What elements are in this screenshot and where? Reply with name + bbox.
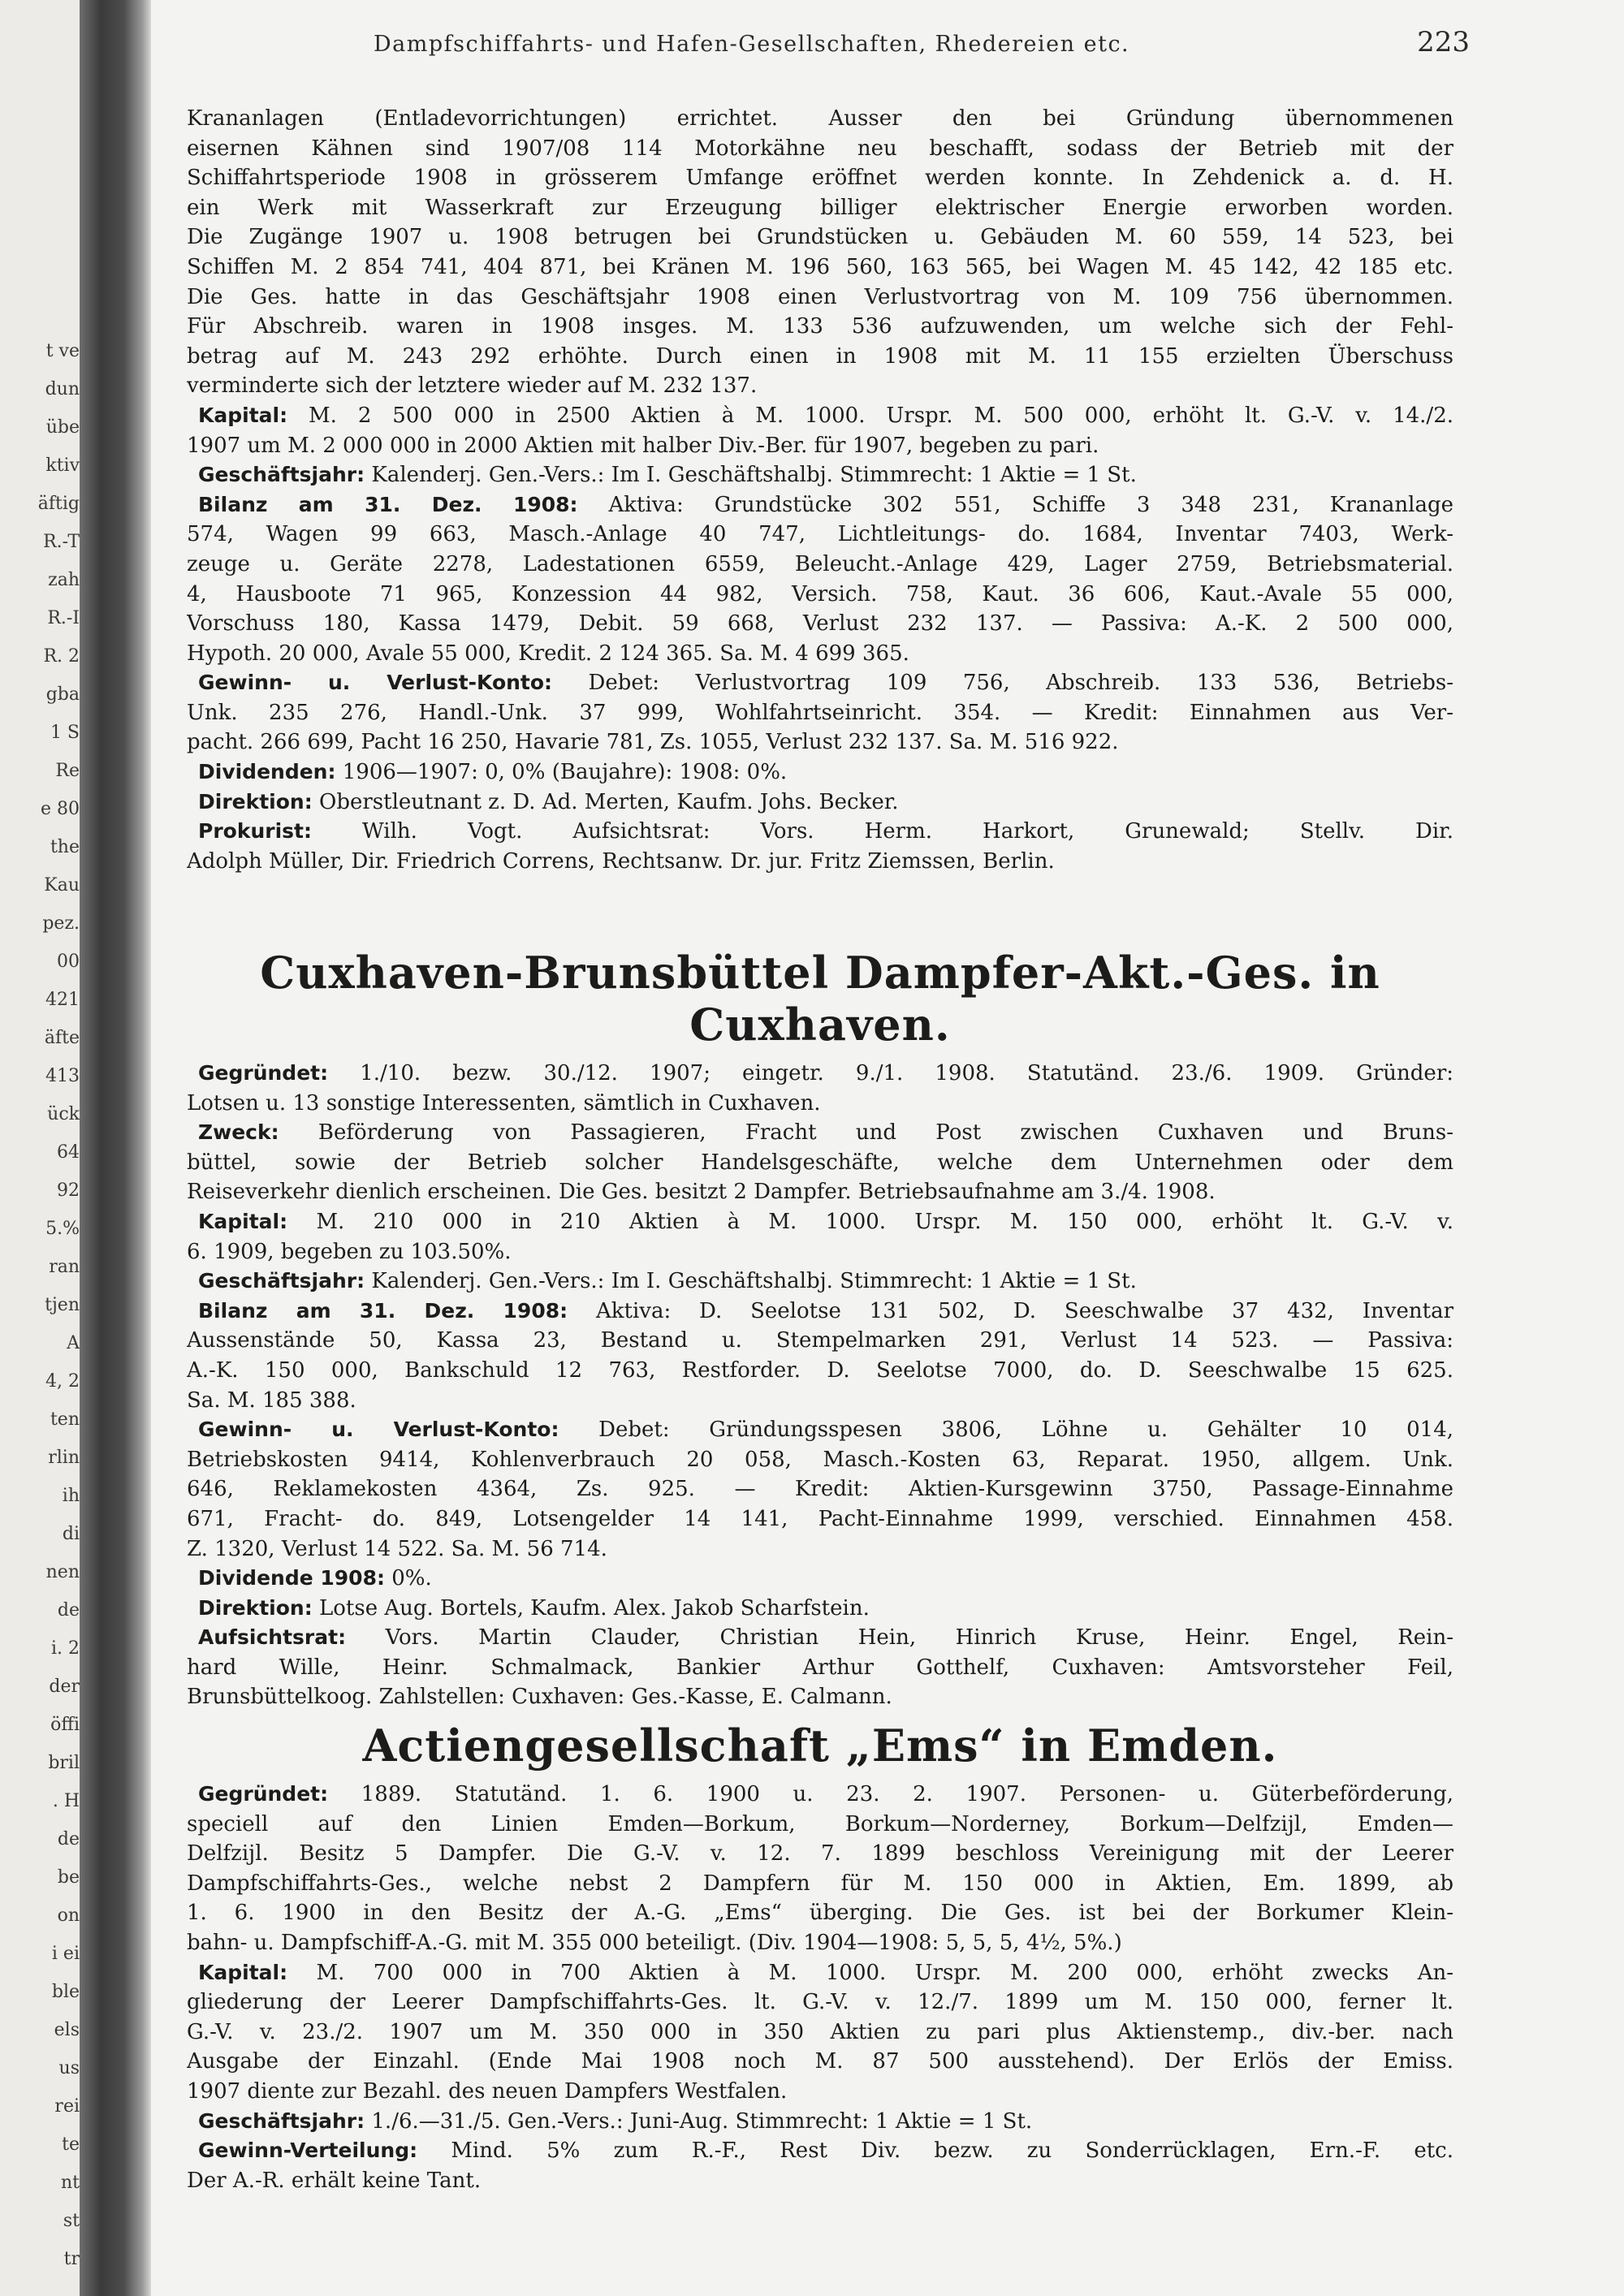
entry-text: Betriebskosten 9414, Kohlenverbrauch 20 058, Masch.-Kosten 63, Reparat. 1950, allgem. Unk. (187, 1447, 1453, 1472)
page-number: 223 (1417, 26, 1470, 58)
entry-line (187, 1898, 1453, 1928)
entry-text: Schiffen M. 2 854 741, 404 871, bei Kränen M. 196 560, 163 565, bei Wagen M. 45 142, 42 185 etc. (187, 254, 1453, 279)
entry-text: Der A.-R. erhält keine Tant. (187, 2168, 482, 2193)
entry-text: gliederung der Leerer Dampfschiffahrts-Ges. lt. G.-V. v. 12./7. 1899 um M. 150 000, ferner lt. (187, 1990, 1453, 2015)
entry-text: Hypoth. 20 000, Avale 55 000, Kredit. 2 124 365. Sa. M. 4 699 365. (187, 641, 909, 666)
entry-text: 646, Reklamekosten 4364, Zs. 925. — Kredit: Aktien-Kursgewinn 3750, Passage-Einnahme (187, 1477, 1453, 1502)
entry-line (187, 788, 1453, 818)
left-page-fragment-text: 00 (57, 952, 80, 972)
entry-text: Brunsbüttelkoog. Zahlstellen: Cuxhaven: Ges.-Kasse, E. Calmann. (187, 1685, 892, 1710)
entry-text: M. 210 000 in 210 Aktien à M. 1000. Urspr. M. 150 000, erhöht lt. G.-V. v. (316, 1209, 1453, 1234)
entry-line (187, 1653, 1453, 1683)
entry-line (187, 1177, 1453, 1207)
left-page-fragment-text: us (58, 2058, 80, 2078)
left-page-fragment-text: öffi (50, 1715, 80, 1735)
left-page-fragment-text: els (54, 2020, 80, 2040)
entry-line (187, 727, 1453, 757)
left-page-fragment-text: t ve (45, 341, 80, 361)
entry-text: pacht. 266 699, Pacht 16 250, Havarie 781, Zs. 1055, Verlust 232 137. Sa. M. 516 922. (187, 730, 1119, 755)
left-page-fragment-text: ran (49, 1257, 80, 1277)
entry-text: Sa. M. 185 388. (187, 1388, 356, 1413)
entry-text: 6. 1909, begeben zu 103.50%. (187, 1239, 512, 1264)
left-page-fragment-text: ück (47, 1104, 80, 1124)
entry-line (187, 1594, 1453, 1624)
entry-text: 1889. Statutänd. 1. 6. 1900 u. 23. 2. 1907. Personen- u. Güterbeförderung, (361, 1782, 1453, 1806)
entry-label: Gegründet: (198, 1061, 329, 1085)
left-page-fragment-text: te (62, 2134, 80, 2155)
left-page-fragment-text: R.-T (43, 532, 80, 552)
entry-line (187, 371, 1453, 401)
left-page-fragment-text: 64 (57, 1142, 80, 1163)
entry-text: verminderte sich der letztere wieder auf M. 232 137. (187, 373, 758, 399)
left-page-fragment-text: ih (62, 1486, 80, 1506)
entry-text: Aussenstände 50, Kassa 23, Bestand u. Stempelmarken 291, Verlust 14 523. — Passiva: (187, 1328, 1453, 1353)
entry-line (187, 1839, 1453, 1869)
entry-label: Gewinn- u. Verlust-Konto: (198, 671, 553, 695)
entry-text: Ausgabe der Einzahl. (Ende Mai 1908 noch M. 87 500 ausstehend). Der Erlös der Emiss. (187, 2049, 1453, 2074)
entry-label: Dividende 1908: (198, 1566, 385, 1590)
entry-line (187, 698, 1453, 728)
header-title: Dampfschiffahrts- und Hafen-Gesellschaften, Rhedereien etc. (374, 32, 1130, 57)
entry-label: Geschäftsjahr: (198, 1269, 365, 1293)
entry-text: Kalenderj. Gen.-Vers.: Im I. Geschäftshalbj. Stimmrecht: 1 Aktie = 1 St. (371, 463, 1137, 488)
left-page-fragment-text: der (49, 1677, 80, 1697)
entry-line (187, 1415, 1453, 1445)
entry-label: Bilanz am 31. Dez. 1908: (198, 492, 578, 516)
left-page-fragment-text: be (57, 1867, 80, 1888)
left-page-fragment-text: the (50, 837, 80, 857)
entry-line (187, 134, 1453, 164)
entry-text: Delfzijl. Besitz 5 Dampfer. Die G.-V. v. 12. 7. 1899 beschloss Vereinigung mit der Leerer (187, 1841, 1453, 1867)
entry-text: Oberstleutnant z. D. Ad. Merten, Kaufm. Johs. Becker. (319, 789, 899, 814)
left-page-fragment-text: ktiv (45, 455, 80, 476)
entry-text: Lotse Aug. Bortels, Kaufm. Alex. Jakob Scharfstein. (319, 1595, 870, 1621)
left-page-fragment-text: tr (63, 2249, 80, 2269)
entry-line (187, 520, 1453, 550)
left-page-fragment-text: Re (55, 761, 80, 781)
left-page-fragment-text: äfte (44, 1028, 80, 1048)
entry-label: Kapital: (198, 1960, 288, 1984)
entry-text: Dampfschiffahrts-Ges., welche nebst 2 Dampfern für M. 150 000 in Aktien, Em. 1899, ab (187, 1871, 1453, 1896)
entry-text: 1906—1907: 0, 0% (Baujahre): 1908: 0%. (342, 760, 788, 785)
entry-line (187, 1148, 1453, 1178)
entry-line (187, 342, 1453, 372)
left-page-fragment-text: dun (45, 379, 80, 399)
left-page-fragment-text: 5.% (45, 1219, 80, 1239)
left-page-fragment-text: rlin (48, 1448, 80, 1468)
entry-line (187, 490, 1453, 520)
left-page-fragment-text: R.-I (47, 608, 80, 628)
entry-line (187, 847, 1453, 877)
entry-line (187, 460, 1453, 490)
left-page-fragment-text: de (57, 1829, 80, 1849)
entry-line (187, 1623, 1453, 1653)
left-page-fragment-text: ten (50, 1409, 80, 1430)
entry-text: Für Abschreib. waren in 1908 insges. M. 133 536 aufzuwenden, um welche sich der Fehl- (187, 314, 1453, 339)
left-page-fragment-text: nt (60, 2173, 80, 2193)
entry-text: 4, Hausboote 71 965, Konzession 44 982, Versich. 758, Kaut. 36 606, Kaut.-Avale 55 000, (187, 581, 1453, 606)
left-page-fragment-text: rei (54, 2096, 80, 2117)
entry-text: 1./10. bezw. 30./12. 1907; eingetr. 9./1. 1908. Statutänd. 23./6. 1909. Gründer: (360, 1061, 1453, 1085)
left-page-fragment-text: 421 (45, 990, 80, 1010)
entry-label: Kapital: (198, 403, 288, 427)
entry-line (187, 1504, 1453, 1534)
entry-line (187, 2136, 1453, 2166)
entry-text: Aktiva: Grundstücke 302 551, Schiffe 3 348 231, Krananlage (608, 492, 1453, 517)
entry-label: Geschäftsjahr: (198, 2108, 365, 2133)
entry-line (187, 2166, 1453, 2196)
entry-text: Unk. 235 276, Handl.-Unk. 37 999, Wohlfahrtseinricht. 354. — Kredit: Einnahmen aus Ver- (187, 700, 1453, 725)
entry-text: Debet: Verlustvortrag 109 756, Abschreib. 133 536, Betriebs- (588, 671, 1453, 696)
left-page-fragment-text: ble (51, 1982, 80, 2002)
entry-text: 1./6.—31./5. Gen.-Vers.: Juni-Aug. Stimmrecht: 1 Aktie = 1 St. (371, 2108, 1033, 2134)
entry-text: betrag auf M. 243 292 erhöhte. Durch einen in 1908 mit M. 11 155 erzielten Überschuss (187, 343, 1453, 369)
entry-label: Direktion: (198, 789, 313, 814)
entry-text: 671, Fracht- do. 849, Lotsengelder 14 141, Pacht-Einnahme 1999, verschied. Einnahmen 458. (187, 1506, 1453, 1531)
entry-line (187, 283, 1453, 313)
left-page-fragment-text: nen (45, 1562, 80, 1582)
entry-text: Krananlagen (Entladevorrichtungen) errichtet. Ausser den bei Gründung übernommenen (187, 106, 1453, 131)
entry-line (187, 1780, 1453, 1810)
entry-label: Gegründet: (198, 1782, 329, 1806)
entry-line (187, 2047, 1453, 2077)
entry-line (187, 1118, 1453, 1148)
entry-line (187, 1869, 1453, 1899)
entry-text: Aktiva: D. Seelotse 131 502, D. Seeschwalbe 37 432, Inventar (595, 1298, 1453, 1323)
left-page-fragment-text: i. 2 (50, 1638, 80, 1659)
section-ag-ems (187, 1720, 1453, 2195)
left-page-fragment-text: übe (45, 417, 80, 438)
entry-line (187, 1267, 1453, 1297)
left-page-fragment-text: pez. (42, 913, 80, 934)
left-page-fragment-text: on (57, 1905, 80, 1926)
entry-text: 0%. (391, 1566, 432, 1591)
company-heading: Cuxhaven-Brunsbüttel Dampfer-Akt.-Ges. in Cuxhaven. (260, 947, 1380, 1051)
entry-line (187, 1810, 1453, 1840)
entry-line (187, 401, 1453, 431)
entry-line (187, 609, 1453, 639)
entry-label: Dividenden: (198, 760, 336, 784)
entry-line (187, 1474, 1453, 1504)
entry-text: Debet: Gründungsspesen 3806, Löhne u. Gehälter 10 014, (598, 1418, 1453, 1443)
entry-label: Aufsichtsrat: (198, 1625, 347, 1650)
entry-text: eisernen Kähnen sind 1907/08 114 Motorkähne neu beschafft, sodass der Betrieb mit der (187, 136, 1453, 161)
entry-text: Die Zugänge 1907 u. 1908 betrugen bei Grundstücken u. Gebäuden M. 60 559, 14 523, bei (187, 225, 1453, 250)
section-cuxhaven-brunsbuettel (187, 947, 1453, 1712)
entry-text: speciell auf den Linien Emden—Borkum, Borkum—Norderney, Borkum—Delfzijl, Emden— (187, 1811, 1453, 1836)
left-page-fragment-text: di (62, 1524, 80, 1544)
left-page-fragment-text: . H (52, 1791, 80, 1811)
entry-text: 574, Wagen 99 663, Masch.-Anlage 40 747, Lichtleitungs- do. 1684, Inventar 7403, Werk- (187, 522, 1453, 547)
entry-line (187, 1987, 1453, 2018)
left-page-fragment-text: 413 (45, 1066, 80, 1086)
left-page-fragment-text: tjen (45, 1295, 80, 1315)
entry-label: Direktion: (198, 1595, 313, 1620)
entry-label: Gewinn- u. Verlust-Konto: (198, 1418, 559, 1442)
entry-text: 1907 um M. 2 000 000 in 2000 Aktien mit halber Div.-Ber. für 1907, begeben zu pari. (187, 433, 1099, 458)
entry-line (187, 1564, 1453, 1594)
book-gutter (80, 0, 151, 2296)
entry-text: Wilh. Vogt. Aufsichtsrat: Vors. Herm. Harkort, Grunewald; Stellv. Dir. (362, 819, 1453, 844)
entry-line (187, 431, 1453, 461)
entry-text: Schiffahrtsperiode 1908 in grösserem Umfange eröffnet werden konnte. In Zehdenick a. d. H. (187, 166, 1453, 191)
left-page-fragment-text: i ei (51, 1944, 80, 1964)
left-page-fragment-text: 1 S (50, 723, 80, 743)
entry-text: Kalenderj. Gen.-Vers.: Im I. Geschäftshalbj. Stimmrecht: 1 Aktie = 1 St. (371, 1269, 1137, 1294)
entry-line (187, 1089, 1453, 1119)
left-page-fragment-text: R. 2 (43, 646, 80, 667)
entry-text: Lotsen u. 13 sonstige Interessenten, sämtlich in Cuxhaven. (187, 1090, 821, 1116)
left-page-fragment-text: gba (45, 684, 80, 705)
entry-text: Reiseverkehr dienlich erscheinen. Die Ges. besitzt 2 Dampfer. Betriebsaufnahme am 3./4. 1908. (187, 1180, 1216, 1205)
entry-line (187, 193, 1453, 223)
left-page-fragment-text: Kau (44, 875, 80, 896)
entry-line (187, 817, 1453, 847)
entry-line (187, 757, 1453, 788)
entry-line (187, 1237, 1453, 1267)
entry-line (187, 104, 1453, 134)
left-page-fragment-text: st (63, 2211, 80, 2231)
left-page-fragment (0, 0, 80, 2296)
left-page-fragment-text: bril (48, 1753, 80, 1773)
entry-line (187, 1207, 1453, 1237)
entry-text: A.-K. 150 000, Bankschuld 12 763, Restforder. D. Seelotse 7000, do. D. Seeschwalbe 15 625. (187, 1357, 1453, 1383)
entry-line (187, 1356, 1453, 1386)
entry-line (187, 163, 1453, 193)
entry-line (187, 2018, 1453, 2048)
entry-text: Z. 1320, Verlust 14 522. Sa. M. 56 714. (187, 1536, 607, 1561)
entry-text: 1907 diente zur Bezahl. des neuen Dampfers Westfalen. (187, 2078, 788, 2104)
left-page-fragment-text: 4, 2 (45, 1371, 80, 1392)
entry-line (187, 222, 1453, 252)
entry-line (187, 580, 1453, 610)
company-heading: Actiengesellschaft „Ems“ in Emden. (362, 1720, 1278, 1772)
entry-line (187, 2077, 1453, 2107)
entry-line (187, 1682, 1453, 1712)
entry-text: bahn- u. Dampfschiff-A.-G. mit M. 355 000 beteiligt. (Div. 1904—1908: 5, 5, 5, 4½, 5%.) (187, 1930, 1122, 1955)
entry-text: Vorschuss 180, Kassa 1479, Debit. 59 668, Verlust 232 137. — Passiva: A.-K. 2 500 000, (187, 611, 1453, 637)
entry-text: Mind. 5% zum R.-F., Rest Div. bezw. zu Sonderrücklagen, Ern.-F. etc. (451, 2138, 1453, 2164)
running-header (187, 26, 1470, 58)
entry-line (187, 1386, 1453, 1416)
entry-line (187, 1958, 1453, 1988)
left-page-fragment-text: zah (48, 570, 80, 590)
entry-text: büttel, sowie der Betrieb solcher Handelsgeschäfte, welche dem Unternehmen oder dem (187, 1150, 1453, 1175)
entry-line (187, 1534, 1453, 1564)
entry-line (187, 252, 1453, 283)
entry-text: Die Ges. hatte in das Geschäftsjahr 1908 einen Verlustvortrag von M. 109 756 übernommen. (187, 284, 1453, 309)
entry-line (187, 668, 1453, 698)
entry-label: Bilanz am 31. Dez. 1908: (198, 1298, 568, 1323)
entry-text: zeuge u. Geräte 2278, Ladestationen 6559, Beleucht.-Anlage 429, Lager 2759, Betriebsmaterial. (187, 551, 1453, 576)
entry-line (187, 639, 1453, 669)
entry-line (187, 1297, 1453, 1327)
entry-line (187, 312, 1453, 342)
entry-text: ein Werk mit Wasserkraft zur Erzeugung billiger elektrischer Energie erworben worden. (187, 195, 1453, 220)
left-page-fragment-text: de (57, 1600, 80, 1621)
entry-label: Geschäftsjahr: (198, 463, 365, 487)
section-continued-entry (187, 104, 1453, 876)
entry-line (187, 2107, 1453, 2137)
entry-text: M. 2 500 000 in 2500 Aktien à M. 1000. Urspr. M. 500 000, erhöht lt. G.-V. v. 14./2. (309, 403, 1453, 428)
left-page-fragment-text: 92 (57, 1180, 80, 1201)
entry-text: 1. 6. 1900 in den Besitz der A.-G. „Ems“ überging. Die Ges. ist bei der Borkumer Klein- (187, 1901, 1453, 1926)
entry-line (187, 1445, 1453, 1475)
entry-text: Vors. Martin Clauder, Christian Hein, Hinrich Kruse, Heinr. Engel, Rein- (385, 1625, 1453, 1651)
entry-label: Kapital: (198, 1209, 288, 1233)
entry-label: Zweck: (198, 1120, 279, 1145)
entry-label: Prokurist: (198, 819, 312, 844)
entry-text: M. 700 000 in 700 Aktien à M. 1000. Urspr. M. 200 000, erhöht zwecks An- (316, 1960, 1453, 1985)
entry-text: G.-V. v. 23./2. 1907 um M. 350 000 in 350 Aktien zu pari plus Aktienstemp., div.-ber. nach (187, 2019, 1453, 2044)
entry-line (187, 1326, 1453, 1356)
entry-text: Beförderung von Passagieren, Fracht und Post zwischen Cuxhaven und Bruns- (317, 1120, 1453, 1146)
left-page-fragment-text: e 80 (40, 799, 80, 819)
entry-line (187, 1928, 1453, 1958)
entry-label: Gewinn-Verteilung: (198, 2138, 418, 2163)
entry-text: hard Wille, Heinr. Schmalmack, Bankier Arthur Gotthelf, Cuxhaven: Amtsvorsteher Feil, (187, 1655, 1453, 1680)
entry-line (187, 1059, 1453, 1089)
entry-line (187, 550, 1453, 580)
entry-text: Adolph Müller, Dir. Friedrich Correns, Rechtsanw. Dr. jur. Fritz Ziemssen, Berlin. (187, 848, 1055, 874)
left-page-fragment-text: äftig (37, 494, 80, 514)
left-page-fragment-text: A (67, 1333, 80, 1353)
